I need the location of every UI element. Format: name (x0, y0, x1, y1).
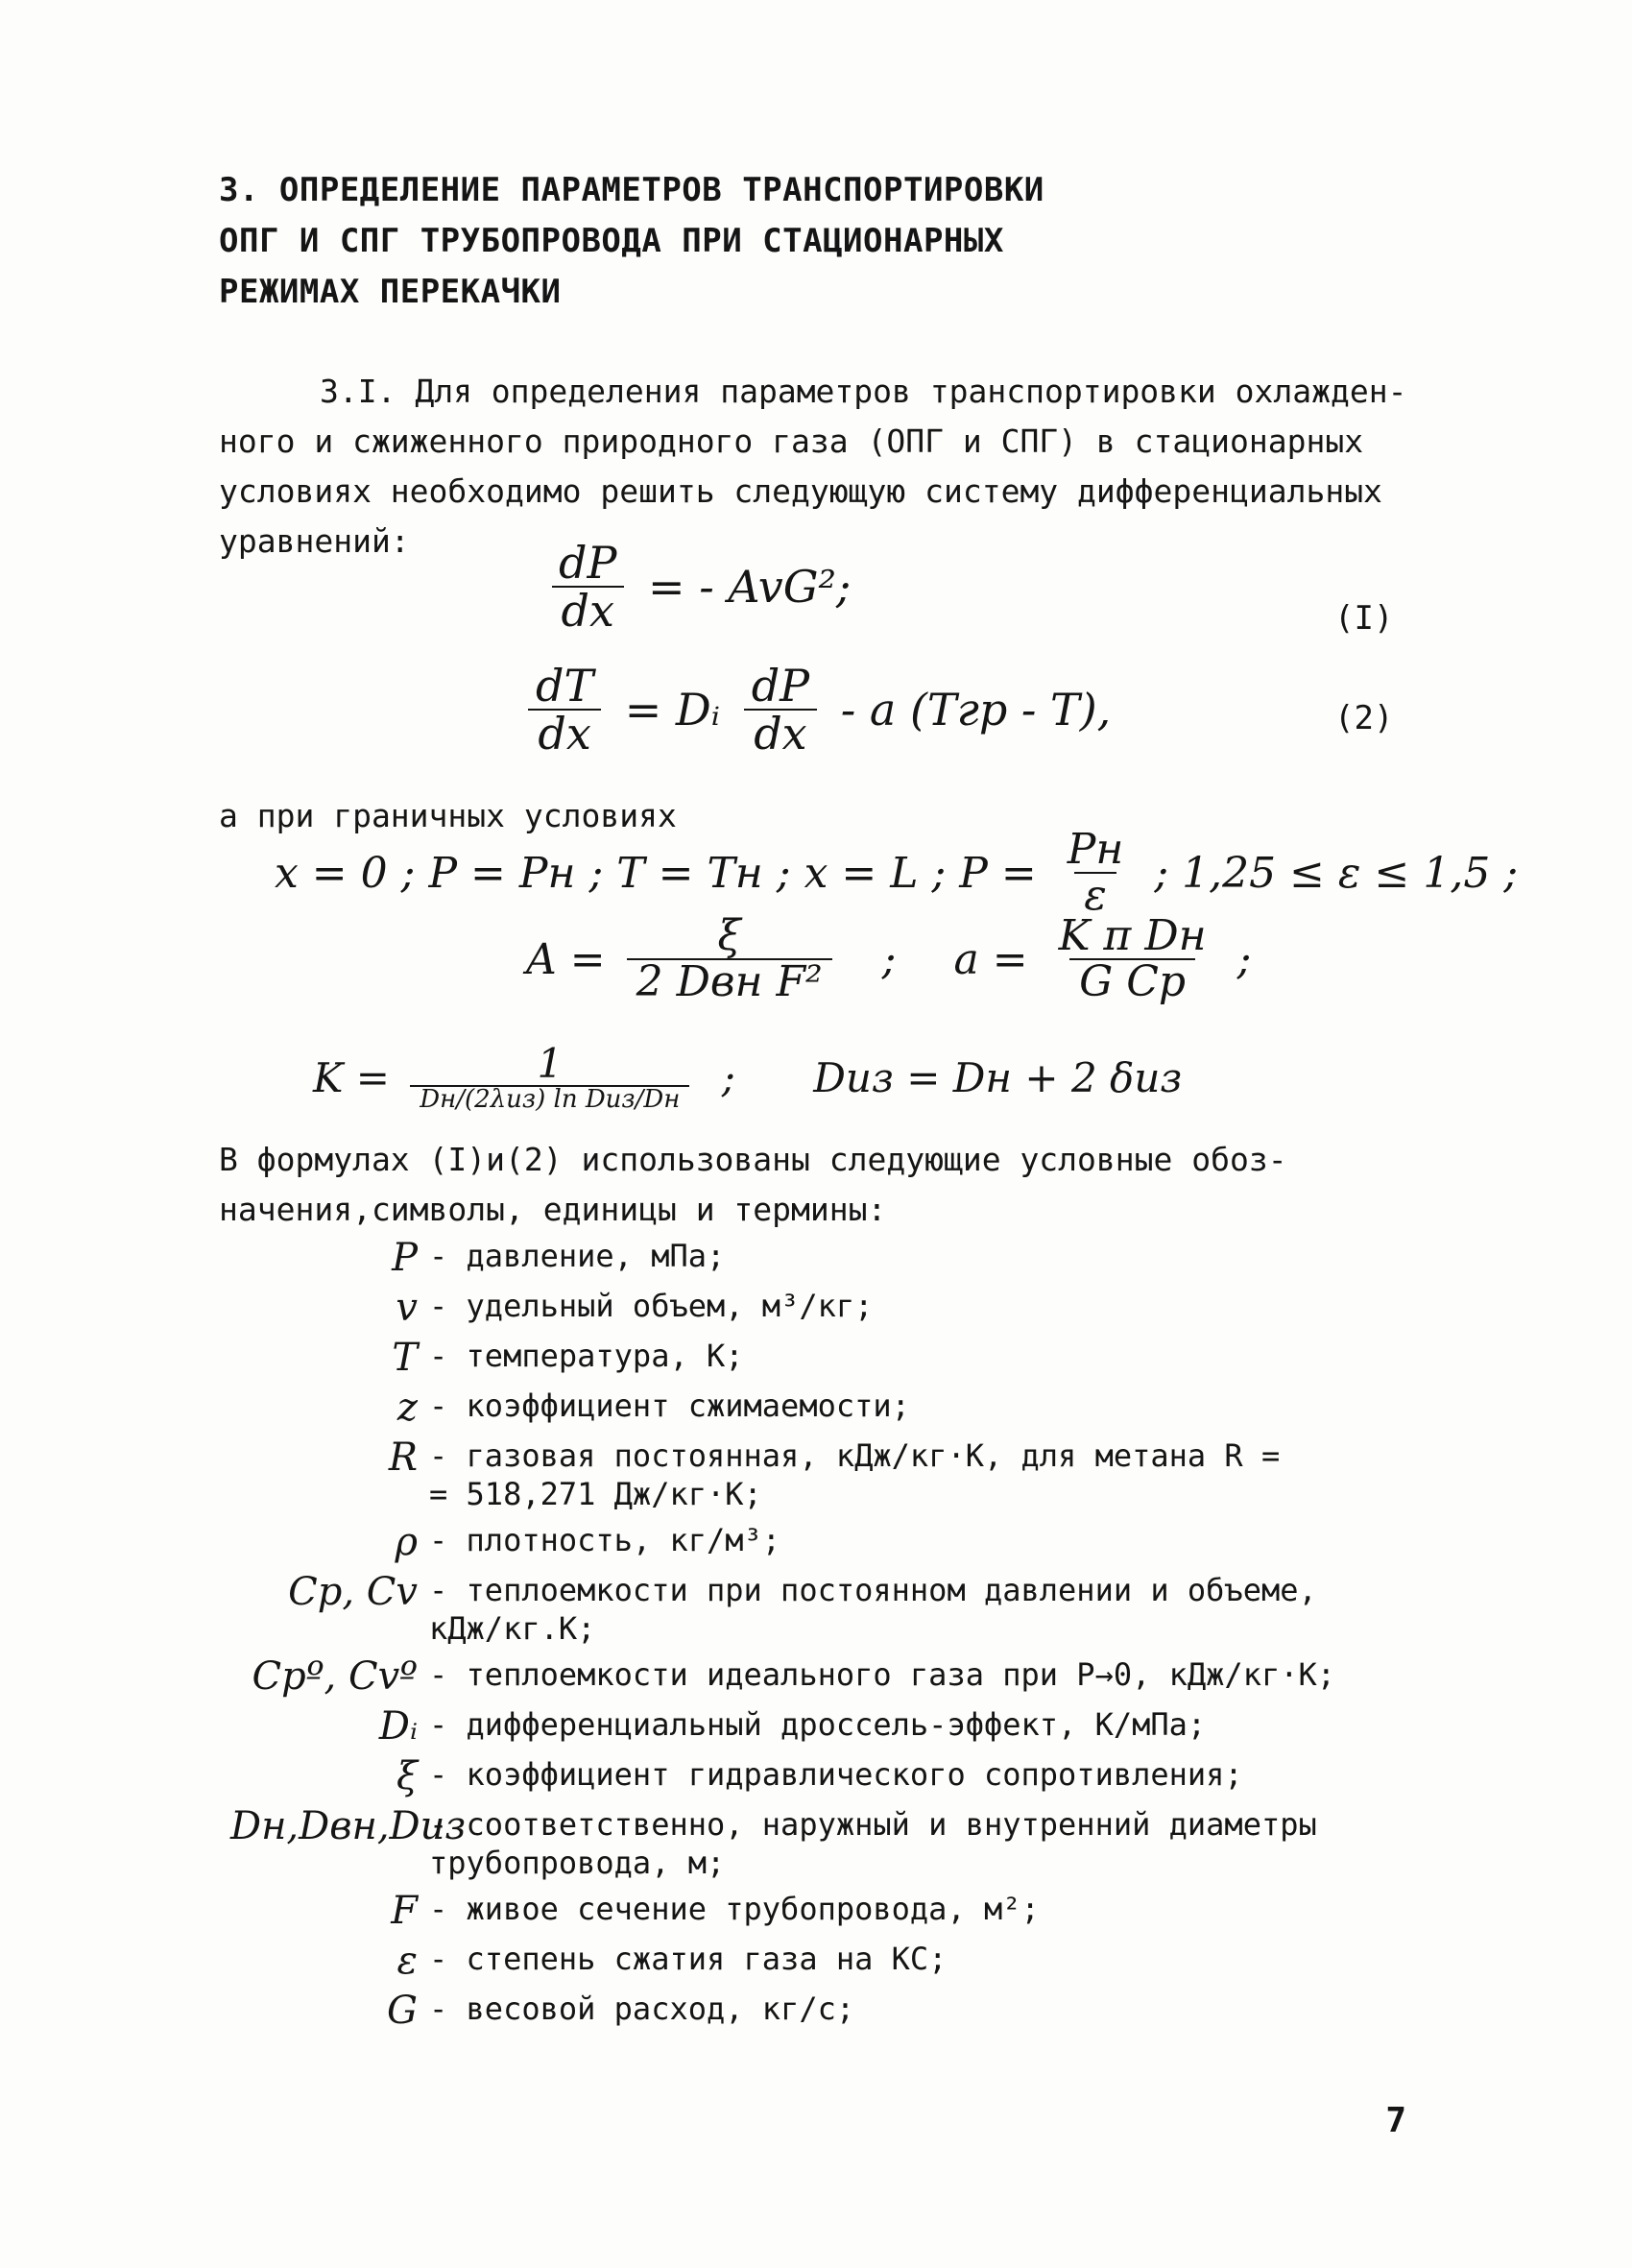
heading-line: 3. ОПРЕДЕЛЕНИЕ ПАРАМЕТРОВ ТРАНСПОРТИРОВКИ (219, 171, 1044, 209)
separator: ; (881, 934, 897, 984)
fraction-numerator: Pн (1067, 825, 1124, 874)
fraction-dp-dx (742, 660, 819, 760)
fraction-denominator: dx (744, 709, 816, 757)
legend-symbol: Dᵢ (378, 1704, 418, 1749)
legend-row (230, 1705, 1478, 1748)
legend-description: - степень сжатия газа на КС; (429, 1941, 948, 1977)
fraction-dt-dx (526, 660, 603, 760)
k-label: K = (313, 1054, 390, 1102)
boundary-intro: а при граничных условиях (219, 797, 677, 834)
legend-symbol: P (392, 1236, 418, 1280)
legend-description: - живое сечение трубопровода, м²; (429, 1891, 1040, 1927)
legend-row (230, 1387, 1478, 1429)
legend-description: - газовая постоянная, кДж/кг·К, для метана R = = 518,271 Дж/кг·К; (429, 1437, 1281, 1512)
k-formula (305, 1040, 1189, 1115)
equation-rhs: = - AvG²; (648, 561, 852, 614)
legend-description: - давление, мПа; (429, 1238, 726, 1274)
paragraph-line: условиях необходимо решить следующую систему дифференциальных (219, 472, 1382, 510)
legend-row (230, 1990, 1478, 2032)
legend-symbol: Cpº, Cvº (252, 1654, 418, 1699)
fraction-numerator: ξ (717, 911, 741, 960)
paragraph-line: уравнений: (219, 522, 410, 560)
fraction-pn-eps (1058, 825, 1134, 921)
section-heading (219, 165, 1467, 318)
legend-symbol: G (387, 1989, 418, 2033)
paragraph-line: 3.I. Для определения параметров транспортировки охлажден- (320, 373, 1407, 410)
a-upper-label: A = (526, 934, 606, 984)
legend-symbol: v (396, 1286, 418, 1330)
legend-row (230, 1287, 1478, 1329)
equation-2 (526, 660, 1118, 760)
fraction-denominator: G Cp (1069, 958, 1195, 1004)
diz-formula: Dиз = Dн + 2 δиз (813, 1054, 1183, 1102)
legend-symbol: ξ (396, 1754, 418, 1798)
heading-line: ОПГ И СПГ ТРУБОПРОВОДА ПРИ СТАЦИОНАРНЫХ (219, 222, 1004, 260)
legend-row (230, 1940, 1478, 1982)
fraction-denominator: Dн/(2λиз) ln Dиз/Dн (410, 1085, 689, 1113)
legend-symbol: F (391, 1889, 418, 1933)
legend-row (230, 1571, 1478, 1648)
intro-paragraph (219, 367, 1467, 567)
fraction-numerator: 1 (537, 1040, 564, 1087)
coefficient-formulas (518, 911, 1259, 1007)
legend-description: - коэффициент гидравлического сопротивления; (429, 1756, 1243, 1793)
fraction-denominator: ε (1074, 872, 1116, 918)
fraction-numerator: dT (536, 660, 594, 712)
legend-symbol: Cp, Cv (288, 1570, 418, 1614)
a-lower-label: a = (953, 934, 1028, 984)
equation-rhs: - a (Tгр - T), (840, 684, 1112, 736)
fraction-dp-dx (549, 537, 626, 638)
boundary-left: x = 0 ; P = Pн ; T = Tн ; x = L ; P = (275, 848, 1037, 898)
heading-line: РЕЖИМАХ ПЕРЕКАЧКИ (219, 273, 562, 311)
legend-description: - коэффициент сжимаемости; (429, 1387, 910, 1424)
fraction-k (410, 1040, 689, 1115)
notation-intro-line: В формулах (I)и(2) использованы следующие условные обоз- (219, 1141, 1287, 1178)
legend-symbol: ε (396, 1939, 418, 1983)
legend-row (230, 1890, 1478, 1932)
legend-description: - удельный объем, м³/кг; (429, 1288, 874, 1324)
fraction-denominator: dx (552, 586, 624, 634)
notation-intro-line: начения,символы, единицы и термины: (219, 1191, 887, 1228)
legend-symbol: T (392, 1336, 418, 1380)
separator: ; (721, 1054, 735, 1102)
fraction-a-lower (1049, 911, 1216, 1007)
fraction-denominator: 2 Dвн F² (627, 958, 832, 1004)
paragraph-line: ного и сжиженного природного газа (ОПГ и СПГ) в стационарных (219, 422, 1364, 460)
legend-row (230, 1805, 1478, 1882)
fraction-numerator: K π Dн (1058, 911, 1207, 960)
page-number: 7 (1385, 2101, 1406, 2140)
legend-symbol: R (388, 1436, 418, 1480)
legend-row (230, 1237, 1478, 1279)
equation-number: (2) (1334, 699, 1394, 737)
legend-row (230, 1337, 1478, 1379)
boundary-right: ; 1,25 ≤ ε ≤ 1,5 ; (1154, 848, 1519, 898)
equation-coefficient: = Dᵢ (624, 684, 721, 736)
legend-symbol: Dн,Dвн,Dиз (230, 1804, 467, 1848)
legend-row (230, 1755, 1478, 1798)
legend-description: - теплоемкости идеального газа при P→0, кДж/кг·К; (429, 1656, 1336, 1693)
boundary-conditions (267, 825, 1525, 921)
fraction-denominator: dx (528, 709, 600, 757)
legend-description: - соответственно, наружный и внутренний диаметры трубопровода, м; (429, 1806, 1317, 1881)
fraction-numerator: dP (559, 537, 617, 589)
legend-description: - температура, К; (429, 1338, 744, 1374)
fraction-numerator: dP (751, 660, 810, 712)
legend-row (230, 1521, 1478, 1563)
legend-description: - дифференциальный дроссель-эффект, К/мПа; (429, 1706, 1207, 1743)
equation-1 (549, 537, 858, 638)
legend-row (230, 1436, 1478, 1513)
separator: ; (1236, 934, 1252, 984)
legend-description: - теплоемкости при постоянном давлении и объеме, кДж/кг.К; (429, 1572, 1317, 1647)
fraction-a-upper (627, 911, 832, 1007)
equation-number: (I) (1334, 599, 1394, 638)
legend-symbol: ρ (395, 1520, 418, 1564)
legend-description: - плотность, кг/м³; (429, 1522, 781, 1558)
legend-description: - весовой расход, кг/с; (429, 1991, 855, 2027)
symbol-legend (230, 1237, 1478, 2039)
legend-row (230, 1655, 1478, 1698)
legend-symbol: z (396, 1386, 418, 1430)
